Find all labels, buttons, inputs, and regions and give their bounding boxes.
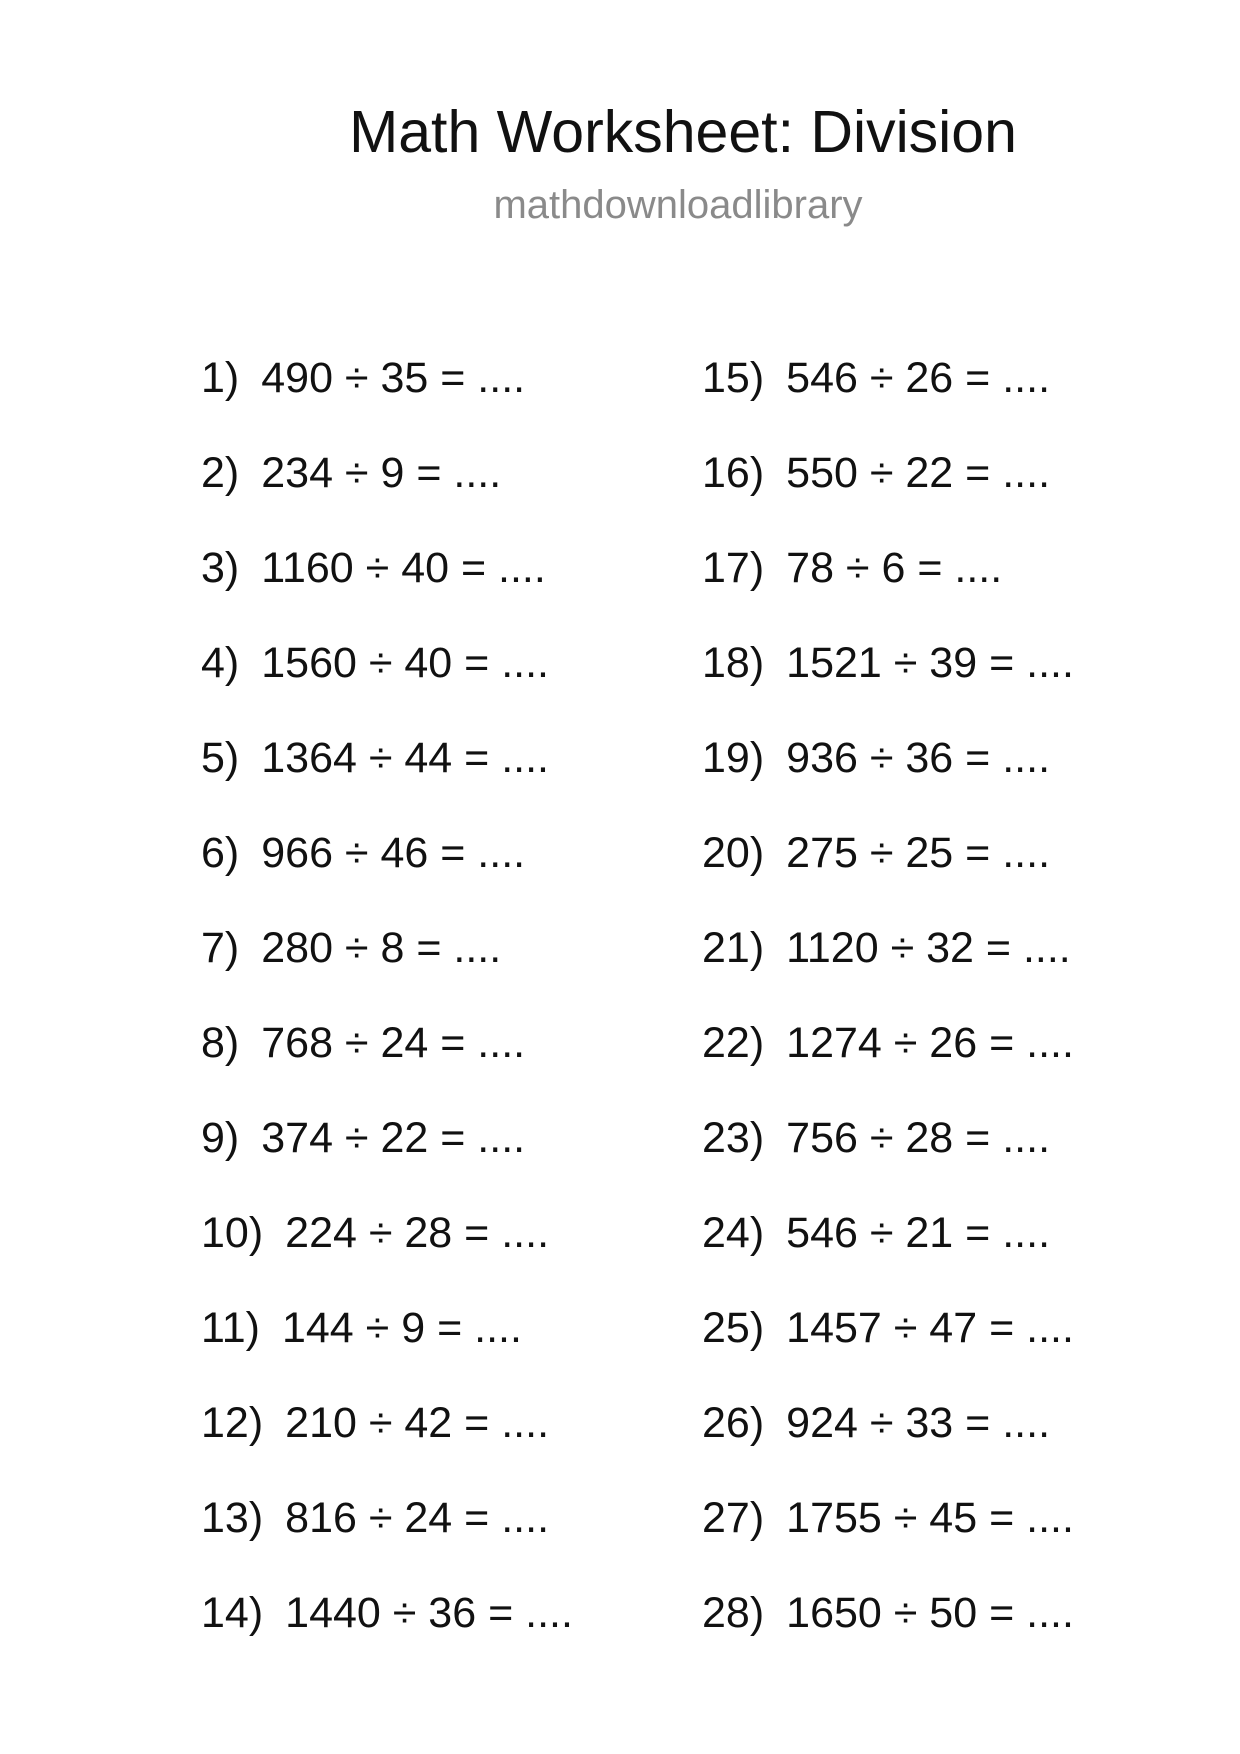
problem-expression: 1560 ÷ 40 = .... <box>261 639 550 687</box>
problem-number: 4) <box>201 639 240 687</box>
problem-5 <box>201 728 573 823</box>
problem-expression: 768 ÷ 24 = .... <box>261 1019 526 1067</box>
problem-9 <box>201 1108 573 1203</box>
problem-2 <box>201 443 573 538</box>
problem-number: 1) <box>201 354 240 402</box>
problem-expression: 275 ÷ 25 = .... <box>786 829 1051 877</box>
problem-expression: 1755 ÷ 45 = .... <box>786 1494 1074 1542</box>
problem-number: 17) <box>702 544 765 592</box>
problem-28 <box>702 1583 1074 1678</box>
problem-number: 25) <box>702 1304 765 1352</box>
problem-number: 14) <box>201 1589 264 1637</box>
problem-15 <box>702 348 1074 443</box>
problem-13 <box>201 1488 573 1583</box>
problem-23 <box>702 1108 1074 1203</box>
problem-6 <box>201 823 573 918</box>
problem-number: 9) <box>201 1114 240 1162</box>
problem-14 <box>201 1583 573 1678</box>
problem-expression: 1457 ÷ 47 = .... <box>786 1304 1074 1352</box>
problem-11 <box>201 1298 573 1393</box>
problem-17 <box>702 538 1074 633</box>
problem-25 <box>702 1298 1074 1393</box>
problem-expression: 1440 ÷ 36 = .... <box>285 1589 573 1637</box>
problem-expression: 1521 ÷ 39 = .... <box>786 639 1074 687</box>
problem-20 <box>702 823 1074 918</box>
problem-expression: 924 ÷ 33 = .... <box>786 1399 1051 1447</box>
problem-number: 19) <box>702 734 765 782</box>
problems-column-right <box>702 348 1074 1678</box>
problem-expression: 280 ÷ 8 = .... <box>261 924 502 972</box>
problem-expression: 78 ÷ 6 = .... <box>786 544 1003 592</box>
problem-24 <box>702 1203 1074 1298</box>
problem-number: 28) <box>702 1589 765 1637</box>
problem-26 <box>702 1393 1074 1488</box>
problem-number: 16) <box>702 449 765 497</box>
problem-expression: 224 ÷ 28 = .... <box>285 1209 550 1257</box>
problem-number: 8) <box>201 1019 240 1067</box>
problem-expression: 546 ÷ 26 = .... <box>786 354 1051 402</box>
problems-column-left <box>201 348 573 1678</box>
problem-expression: 144 ÷ 9 = .... <box>281 1304 522 1352</box>
problem-expression: 1160 ÷ 40 = .... <box>261 544 546 592</box>
problem-7 <box>201 918 573 1013</box>
problem-expression: 1364 ÷ 44 = .... <box>261 734 550 782</box>
problem-3 <box>201 538 573 633</box>
problem-number: 12) <box>201 1399 264 1447</box>
problem-18 <box>702 633 1074 728</box>
problem-number: 7) <box>201 924 240 972</box>
problem-number: 26) <box>702 1399 765 1447</box>
problem-expression: 546 ÷ 21 = .... <box>786 1209 1051 1257</box>
problem-8 <box>201 1013 573 1108</box>
problem-number: 21) <box>702 924 765 972</box>
problem-number: 22) <box>702 1019 765 1067</box>
problem-number: 3) <box>201 544 240 592</box>
problem-number: 18) <box>702 639 765 687</box>
problem-expression: 966 ÷ 46 = .... <box>261 829 526 877</box>
problem-10 <box>201 1203 573 1298</box>
problem-expression: 756 ÷ 28 = .... <box>786 1114 1051 1162</box>
problem-number: 15) <box>702 354 765 402</box>
problem-expression: 490 ÷ 35 = .... <box>261 354 526 402</box>
problem-expression: 234 ÷ 9 = .... <box>261 449 502 497</box>
problem-22 <box>702 1013 1074 1108</box>
problem-expression: 374 ÷ 22 = .... <box>261 1114 526 1162</box>
problem-21 <box>702 918 1074 1013</box>
problem-number: 20) <box>702 829 765 877</box>
problem-number: 23) <box>702 1114 765 1162</box>
problem-expression: 550 ÷ 22 = .... <box>786 449 1051 497</box>
problem-12 <box>201 1393 573 1488</box>
problem-number: 5) <box>201 734 240 782</box>
problem-number: 11) <box>201 1304 260 1352</box>
problem-expression: 210 ÷ 42 = .... <box>285 1399 550 1447</box>
problem-number: 2) <box>201 449 240 497</box>
problem-number: 13) <box>201 1494 264 1542</box>
problem-16 <box>702 443 1074 538</box>
problem-number: 24) <box>702 1209 765 1257</box>
problem-4 <box>201 633 573 728</box>
problem-27 <box>702 1488 1074 1583</box>
problem-number: 27) <box>702 1494 765 1542</box>
problem-expression: 1650 ÷ 50 = .... <box>786 1589 1074 1637</box>
problem-number: 6) <box>201 829 240 877</box>
problem-number: 10) <box>201 1209 264 1257</box>
page-title: Math Worksheet: Division <box>349 99 1017 165</box>
page-subtitle: mathdownloadlibrary <box>493 183 863 227</box>
problem-expression: 816 ÷ 24 = .... <box>285 1494 550 1542</box>
problem-19 <box>702 728 1074 823</box>
problem-expression: 936 ÷ 36 = .... <box>786 734 1051 782</box>
problem-expression: 1274 ÷ 26 = .... <box>786 1019 1074 1067</box>
problem-1 <box>201 348 573 443</box>
problem-expression: 1120 ÷ 32 = .... <box>786 924 1071 972</box>
